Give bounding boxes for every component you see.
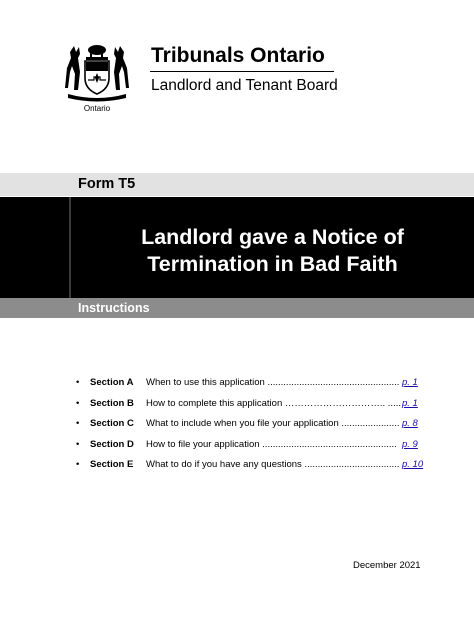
bullet: • (76, 418, 80, 429)
org-subtitle: Landlord and Tenant Board (151, 77, 338, 94)
toc-page-link[interactable]: p. 8 (402, 418, 418, 429)
toc-description: When to use this application .................................................. (146, 377, 400, 388)
form-title (71, 224, 474, 278)
bullet: • (76, 397, 80, 409)
toc-page-link[interactable]: p. 1 (402, 397, 418, 409)
toc-section-label: Section D (90, 438, 134, 450)
toc-description: What to do if you have any questions .................................... (146, 459, 400, 470)
toc-description: What to include when you file your application ...................... (146, 418, 400, 429)
form-label: Form T5 (78, 176, 136, 192)
toc-page-link[interactable]: p. 9 (402, 438, 418, 450)
toc-row (70, 459, 430, 480)
toc-page-link[interactable]: p. 1 (402, 377, 418, 388)
toc-description: How to file your application ................................................... (146, 438, 397, 450)
toc-row (70, 398, 430, 419)
instructions-label: Instructions (78, 301, 150, 315)
form-title-line-2: Termination in Bad Faith (147, 252, 398, 276)
toc-section-label: Section B (90, 397, 134, 409)
table-of-contents (70, 377, 430, 480)
toc-section-label: Section C (90, 418, 134, 429)
toc-page-link[interactable]: p. 10 (402, 459, 424, 470)
publication-date: December 2021 (353, 560, 421, 571)
toc-row (70, 418, 430, 439)
org-title: Tribunals Ontario (151, 44, 325, 67)
instructions-band (0, 298, 474, 318)
toc-section-label: Section E (90, 459, 134, 470)
crest-caption: Ontario (83, 104, 111, 113)
toc-row (70, 377, 430, 398)
bullet: • (76, 459, 80, 470)
ontario-crest-logo (64, 42, 130, 104)
header-divider (150, 71, 334, 72)
form-title-line-1: Landlord gave a Notice of (141, 225, 404, 249)
form-label-band (0, 173, 474, 196)
toc-row (70, 439, 430, 460)
bullet: • (76, 377, 80, 388)
toc-description: How to complete this application ………………………….. ..... (146, 397, 401, 409)
toc-section-label: Section A (90, 377, 134, 388)
bullet: • (76, 438, 80, 450)
